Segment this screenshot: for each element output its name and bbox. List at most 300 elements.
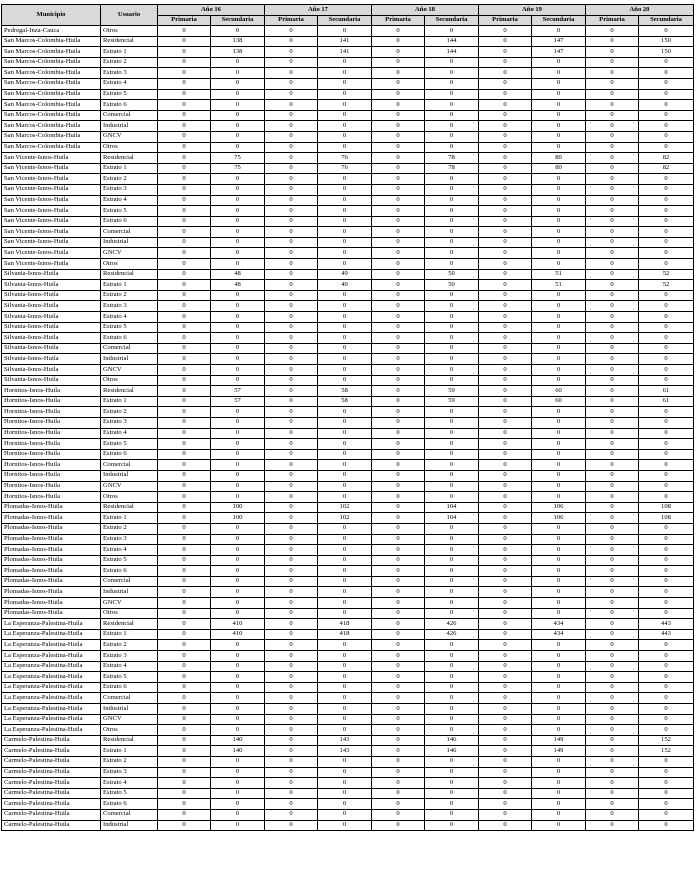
- secundaria-value-cell: 152: [639, 735, 694, 746]
- secundaria-value-cell: 76: [318, 163, 372, 174]
- primaria-value-cell: 0: [586, 439, 639, 450]
- municipio-cell: Carmelo-Palestina-Huila: [2, 746, 101, 757]
- primaria-value-cell: 0: [158, 163, 211, 174]
- primaria-value-cell: 0: [158, 640, 211, 651]
- primaria-value-cell: 0: [158, 78, 211, 89]
- primaria-value-cell: 0: [372, 68, 425, 79]
- table-row: [2, 237, 694, 248]
- secundaria-value-cell: 0: [318, 693, 372, 704]
- secundaria-value-cell: 0: [211, 206, 265, 217]
- municipio-cell: La Esperanza-Palestina-Huila: [2, 672, 101, 683]
- primaria-value-cell: 0: [479, 714, 532, 725]
- secundaria-value-cell: 0: [318, 259, 372, 270]
- secundaria-value-cell: 0: [211, 470, 265, 481]
- secundaria-value-cell: 0: [318, 354, 372, 365]
- table-row: [2, 407, 694, 418]
- primaria-value-cell: 0: [158, 619, 211, 630]
- secundaria-value-cell: 0: [318, 682, 372, 693]
- usuario-cell: Estrato 5: [101, 439, 158, 450]
- secundaria-value-cell: 0: [318, 534, 372, 545]
- primaria-value-cell: 0: [479, 619, 532, 630]
- secundaria-value-cell: 0: [318, 57, 372, 68]
- secundaria-value-cell: 0: [318, 492, 372, 503]
- table-row: [2, 534, 694, 545]
- table-row: [2, 259, 694, 270]
- primaria-value-cell: 0: [372, 566, 425, 577]
- secundaria-value-cell: 100: [211, 502, 265, 513]
- header-year: Año 19: [479, 5, 586, 16]
- secundaria-value-cell: 0: [318, 756, 372, 767]
- table-row: [2, 57, 694, 68]
- secundaria-value-cell: 0: [425, 428, 479, 439]
- municipio-cell: La Esperanza-Palestina-Huila: [2, 693, 101, 704]
- primaria-value-cell: 0: [158, 672, 211, 683]
- municipio-cell: Plomadas-Isnos-Huila: [2, 587, 101, 598]
- secundaria-value-cell: 0: [532, 195, 586, 206]
- usuario-cell: Estrato 1: [101, 396, 158, 407]
- secundaria-value-cell: 0: [211, 195, 265, 206]
- secundaria-value-cell: 0: [211, 704, 265, 715]
- header-primaria: Primaria: [372, 16, 425, 26]
- secundaria-value-cell: 138: [211, 47, 265, 58]
- primaria-value-cell: 0: [479, 661, 532, 672]
- municipio-cell: Silvania-Isnos-Huila: [2, 280, 101, 291]
- usuario-cell: Estrato 5: [101, 788, 158, 799]
- secundaria-value-cell: 0: [639, 481, 694, 492]
- secundaria-value-cell: 0: [211, 555, 265, 566]
- primaria-value-cell: 0: [479, 746, 532, 757]
- primaria-value-cell: 0: [479, 47, 532, 58]
- primaria-value-cell: 0: [586, 417, 639, 428]
- primaria-value-cell: 0: [372, 555, 425, 566]
- primaria-value-cell: 0: [479, 820, 532, 831]
- secundaria-value-cell: 0: [318, 195, 372, 206]
- primaria-value-cell: 0: [265, 259, 318, 270]
- primaria-value-cell: 0: [372, 121, 425, 132]
- primaria-value-cell: 0: [372, 809, 425, 820]
- primaria-value-cell: 0: [265, 206, 318, 217]
- secundaria-value-cell: 0: [211, 449, 265, 460]
- primaria-value-cell: 0: [265, 566, 318, 577]
- table-row: [2, 608, 694, 619]
- municipio-cell: San Marcos-Colombia-Huila: [2, 89, 101, 100]
- secundaria-value-cell: 0: [639, 788, 694, 799]
- data-sheet: [1, 4, 694, 831]
- primaria-value-cell: 0: [586, 47, 639, 58]
- primaria-value-cell: 0: [479, 587, 532, 598]
- municipio-cell: Hornitos-Isnos-Huila: [2, 470, 101, 481]
- usuario-cell: Otros: [101, 492, 158, 503]
- secundaria-value-cell: 434: [532, 629, 586, 640]
- primaria-value-cell: 0: [265, 513, 318, 524]
- secundaria-value-cell: 0: [639, 290, 694, 301]
- secundaria-value-cell: 0: [318, 555, 372, 566]
- primaria-value-cell: 0: [479, 259, 532, 270]
- primaria-value-cell: 0: [158, 248, 211, 259]
- secundaria-value-cell: 0: [532, 651, 586, 662]
- table-row: [2, 417, 694, 428]
- secundaria-value-cell: 0: [318, 343, 372, 354]
- secundaria-value-cell: 0: [318, 184, 372, 195]
- primaria-value-cell: 0: [372, 57, 425, 68]
- secundaria-value-cell: 0: [532, 100, 586, 111]
- primaria-value-cell: 0: [479, 301, 532, 312]
- secundaria-value-cell: 0: [211, 417, 265, 428]
- secundaria-value-cell: 78: [425, 163, 479, 174]
- secundaria-value-cell: 0: [318, 523, 372, 534]
- primaria-value-cell: 0: [586, 89, 639, 100]
- table-row: [2, 735, 694, 746]
- secundaria-value-cell: 0: [425, 545, 479, 556]
- secundaria-value-cell: 0: [425, 248, 479, 259]
- secundaria-value-cell: 0: [639, 237, 694, 248]
- primaria-value-cell: 0: [586, 343, 639, 354]
- usuario-cell: Estrato 5: [101, 555, 158, 566]
- secundaria-value-cell: 0: [425, 290, 479, 301]
- primaria-value-cell: 0: [372, 343, 425, 354]
- secundaria-value-cell: 0: [639, 651, 694, 662]
- secundaria-value-cell: 104: [425, 502, 479, 513]
- secundaria-value-cell: 61: [639, 396, 694, 407]
- primaria-value-cell: 0: [158, 756, 211, 767]
- usuario-cell: Estrato 3: [101, 184, 158, 195]
- secundaria-value-cell: 52: [639, 280, 694, 291]
- primaria-value-cell: 0: [372, 110, 425, 121]
- secundaria-value-cell: 0: [425, 767, 479, 778]
- primaria-value-cell: 0: [479, 333, 532, 344]
- secundaria-value-cell: 0: [425, 640, 479, 651]
- primaria-value-cell: 0: [479, 809, 532, 820]
- primaria-value-cell: 0: [479, 269, 532, 280]
- usuario-cell: GNCV: [101, 131, 158, 142]
- usuario-cell: Estrato 1: [101, 47, 158, 58]
- primaria-value-cell: 0: [158, 682, 211, 693]
- primaria-value-cell: 0: [158, 534, 211, 545]
- table-row: [2, 428, 694, 439]
- primaria-value-cell: 0: [479, 735, 532, 746]
- secundaria-value-cell: 0: [211, 799, 265, 810]
- primaria-value-cell: 0: [372, 47, 425, 58]
- secundaria-value-cell: 52: [639, 269, 694, 280]
- secundaria-value-cell: 144: [425, 47, 479, 58]
- secundaria-value-cell: 0: [211, 259, 265, 270]
- primaria-value-cell: 0: [158, 206, 211, 217]
- secundaria-value-cell: 0: [639, 333, 694, 344]
- secundaria-value-cell: 0: [639, 89, 694, 100]
- primaria-value-cell: 0: [265, 608, 318, 619]
- header-year: Año 16: [158, 5, 265, 16]
- primaria-value-cell: 0: [158, 312, 211, 323]
- primaria-value-cell: 0: [265, 555, 318, 566]
- secundaria-value-cell: 0: [425, 365, 479, 376]
- primaria-value-cell: 0: [372, 78, 425, 89]
- municipio-cell: Plomadas-Isnos-Huila: [2, 513, 101, 524]
- table-row: [2, 619, 694, 630]
- secundaria-value-cell: 0: [425, 470, 479, 481]
- municipio-cell: Silvania-Isnos-Huila: [2, 365, 101, 376]
- primaria-value-cell: 0: [372, 163, 425, 174]
- secundaria-value-cell: 0: [639, 640, 694, 651]
- secundaria-value-cell: 0: [211, 523, 265, 534]
- primaria-value-cell: 0: [586, 661, 639, 672]
- primaria-value-cell: 0: [265, 354, 318, 365]
- primaria-value-cell: 0: [586, 767, 639, 778]
- primaria-value-cell: 0: [372, 523, 425, 534]
- primaria-value-cell: 0: [372, 375, 425, 386]
- primaria-value-cell: 0: [586, 492, 639, 503]
- primaria-value-cell: 0: [479, 640, 532, 651]
- primaria-value-cell: 0: [479, 682, 532, 693]
- primaria-value-cell: 0: [265, 312, 318, 323]
- primaria-value-cell: 0: [265, 375, 318, 386]
- primaria-value-cell: 0: [586, 523, 639, 534]
- primaria-value-cell: 0: [265, 693, 318, 704]
- usuario-cell: GNCV: [101, 481, 158, 492]
- table-row: [2, 481, 694, 492]
- primaria-value-cell: 0: [372, 322, 425, 333]
- table-row: [2, 68, 694, 79]
- primaria-value-cell: 0: [586, 153, 639, 164]
- usuario-cell: Residencial: [101, 386, 158, 397]
- table-row: [2, 280, 694, 291]
- usuario-cell: Industrial: [101, 704, 158, 715]
- primaria-value-cell: 0: [372, 725, 425, 736]
- secundaria-value-cell: 0: [211, 365, 265, 376]
- primaria-value-cell: 0: [158, 184, 211, 195]
- primaria-value-cell: 0: [158, 354, 211, 365]
- municipio-cell: San Vicente-Isnos-Huila: [2, 206, 101, 217]
- table-row: [2, 248, 694, 259]
- primaria-value-cell: 0: [479, 26, 532, 37]
- municipio-cell: Carmelo-Palestina-Huila: [2, 809, 101, 820]
- usuario-cell: Estrato 5: [101, 672, 158, 683]
- secundaria-value-cell: 0: [425, 799, 479, 810]
- secundaria-value-cell: 0: [318, 809, 372, 820]
- primaria-value-cell: 0: [479, 163, 532, 174]
- secundaria-value-cell: 61: [639, 386, 694, 397]
- table-row: [2, 36, 694, 47]
- secundaria-value-cell: 0: [318, 407, 372, 418]
- secundaria-value-cell: 0: [211, 460, 265, 471]
- usuario-cell: Comercial: [101, 110, 158, 121]
- primaria-value-cell: 0: [158, 460, 211, 471]
- secundaria-value-cell: 50: [425, 280, 479, 291]
- secundaria-value-cell: 0: [211, 407, 265, 418]
- primaria-value-cell: 0: [158, 227, 211, 238]
- table-row: [2, 100, 694, 111]
- primaria-value-cell: 0: [265, 36, 318, 47]
- usuario-cell: Estrato 4: [101, 78, 158, 89]
- municipio-cell: Silvania-Isnos-Huila: [2, 322, 101, 333]
- secundaria-value-cell: 0: [425, 89, 479, 100]
- secundaria-value-cell: 0: [318, 778, 372, 789]
- primaria-value-cell: 0: [372, 735, 425, 746]
- secundaria-value-cell: 0: [532, 26, 586, 37]
- primaria-value-cell: 0: [158, 396, 211, 407]
- secundaria-value-cell: 0: [425, 492, 479, 503]
- primaria-value-cell: 0: [265, 153, 318, 164]
- secundaria-value-cell: 0: [532, 704, 586, 715]
- municipio-cell: Pedregal-Inza-Cauca: [2, 26, 101, 37]
- primaria-value-cell: 0: [586, 206, 639, 217]
- secundaria-value-cell: 0: [532, 184, 586, 195]
- secundaria-value-cell: 0: [532, 492, 586, 503]
- primaria-value-cell: 0: [265, 682, 318, 693]
- secundaria-value-cell: 0: [532, 576, 586, 587]
- table-row: [2, 587, 694, 598]
- primaria-value-cell: 0: [586, 100, 639, 111]
- primaria-value-cell: 0: [479, 576, 532, 587]
- secundaria-value-cell: 0: [532, 672, 586, 683]
- primaria-value-cell: 0: [158, 333, 211, 344]
- secundaria-value-cell: 0: [211, 693, 265, 704]
- usuario-cell: Residencial: [101, 153, 158, 164]
- primaria-value-cell: 0: [158, 492, 211, 503]
- primaria-value-cell: 0: [158, 651, 211, 662]
- table-row: [2, 396, 694, 407]
- secundaria-value-cell: 143: [318, 746, 372, 757]
- secundaria-value-cell: 0: [318, 470, 372, 481]
- primaria-value-cell: 0: [158, 417, 211, 428]
- usuario-cell: Estrato 5: [101, 322, 158, 333]
- secundaria-value-cell: 0: [639, 704, 694, 715]
- primaria-value-cell: 0: [265, 470, 318, 481]
- primaria-value-cell: 0: [586, 587, 639, 598]
- secundaria-value-cell: 0: [639, 57, 694, 68]
- secundaria-value-cell: 75: [211, 163, 265, 174]
- primaria-value-cell: 0: [158, 216, 211, 227]
- secundaria-value-cell: 78: [425, 153, 479, 164]
- secundaria-value-cell: 0: [425, 566, 479, 577]
- header-secundaria: Secundaria: [211, 16, 265, 26]
- primaria-value-cell: 0: [265, 746, 318, 757]
- primaria-value-cell: 0: [265, 725, 318, 736]
- primaria-value-cell: 0: [265, 439, 318, 450]
- primaria-value-cell: 0: [586, 195, 639, 206]
- table-body: [2, 26, 694, 831]
- primaria-value-cell: 0: [265, 195, 318, 206]
- primaria-value-cell: 0: [265, 502, 318, 513]
- primaria-value-cell: 0: [372, 651, 425, 662]
- primaria-value-cell: 0: [372, 682, 425, 693]
- primaria-value-cell: 0: [372, 333, 425, 344]
- primaria-value-cell: 0: [586, 778, 639, 789]
- table-row: [2, 523, 694, 534]
- municipio-cell: San Vicente-Isnos-Huila: [2, 163, 101, 174]
- table-row: [2, 576, 694, 587]
- primaria-value-cell: 0: [479, 280, 532, 291]
- usuario-cell: Otros: [101, 725, 158, 736]
- primaria-value-cell: 0: [158, 598, 211, 609]
- primaria-value-cell: 0: [372, 460, 425, 471]
- municipio-cell: San Vicente-Isnos-Huila: [2, 184, 101, 195]
- primaria-value-cell: 0: [479, 460, 532, 471]
- primaria-value-cell: 0: [265, 545, 318, 556]
- primaria-value-cell: 0: [586, 36, 639, 47]
- secundaria-value-cell: 0: [532, 725, 586, 736]
- secundaria-value-cell: 0: [211, 216, 265, 227]
- secundaria-value-cell: 0: [532, 661, 586, 672]
- secundaria-value-cell: 0: [639, 449, 694, 460]
- secundaria-value-cell: 0: [318, 78, 372, 89]
- primaria-value-cell: 0: [586, 312, 639, 323]
- primaria-value-cell: 0: [586, 248, 639, 259]
- secundaria-value-cell: 0: [639, 131, 694, 142]
- secundaria-value-cell: 82: [639, 163, 694, 174]
- secundaria-value-cell: 0: [211, 661, 265, 672]
- table-row: [2, 809, 694, 820]
- secundaria-value-cell: 0: [318, 661, 372, 672]
- primaria-value-cell: 0: [265, 365, 318, 376]
- primaria-value-cell: 0: [372, 640, 425, 651]
- municipio-cell: Silvania-Isnos-Huila: [2, 354, 101, 365]
- secundaria-value-cell: 0: [425, 26, 479, 37]
- primaria-value-cell: 0: [479, 227, 532, 238]
- secundaria-value-cell: 149: [532, 746, 586, 757]
- secundaria-value-cell: 0: [639, 661, 694, 672]
- table-row: [2, 47, 694, 58]
- secundaria-value-cell: 0: [639, 587, 694, 598]
- secundaria-value-cell: 0: [639, 407, 694, 418]
- primaria-value-cell: 0: [586, 26, 639, 37]
- primaria-value-cell: 0: [158, 555, 211, 566]
- secundaria-value-cell: 0: [532, 216, 586, 227]
- municipio-cell: Carmelo-Palestina-Huila: [2, 767, 101, 778]
- secundaria-value-cell: 0: [425, 57, 479, 68]
- primaria-value-cell: 0: [479, 386, 532, 397]
- primaria-value-cell: 0: [158, 470, 211, 481]
- secundaria-value-cell: 0: [532, 407, 586, 418]
- secundaria-value-cell: 0: [211, 248, 265, 259]
- primaria-value-cell: 0: [158, 290, 211, 301]
- primaria-value-cell: 0: [158, 68, 211, 79]
- secundaria-value-cell: 0: [639, 301, 694, 312]
- primaria-value-cell: 0: [265, 269, 318, 280]
- secundaria-value-cell: 0: [425, 820, 479, 831]
- table-row: [2, 714, 694, 725]
- usuario-cell: Otros: [101, 26, 158, 37]
- secundaria-value-cell: 0: [425, 131, 479, 142]
- secundaria-value-cell: 0: [318, 481, 372, 492]
- table-row: [2, 566, 694, 577]
- secundaria-value-cell: 0: [425, 206, 479, 217]
- primaria-value-cell: 0: [479, 608, 532, 619]
- usuario-cell: Estrato 3: [101, 534, 158, 545]
- primaria-value-cell: 0: [479, 365, 532, 376]
- primaria-value-cell: 0: [586, 704, 639, 715]
- municipio-cell: Silvania-Isnos-Huila: [2, 375, 101, 386]
- usuario-cell: Estrato 6: [101, 100, 158, 111]
- secundaria-value-cell: 0: [532, 131, 586, 142]
- secundaria-value-cell: 0: [639, 78, 694, 89]
- secundaria-value-cell: 0: [639, 322, 694, 333]
- primaria-value-cell: 0: [586, 121, 639, 132]
- primaria-value-cell: 0: [265, 767, 318, 778]
- secundaria-value-cell: 0: [425, 407, 479, 418]
- secundaria-value-cell: 0: [211, 672, 265, 683]
- primaria-value-cell: 0: [372, 36, 425, 47]
- secundaria-value-cell: 0: [318, 26, 372, 37]
- primaria-value-cell: 0: [479, 629, 532, 640]
- primaria-value-cell: 0: [372, 386, 425, 397]
- primaria-value-cell: 0: [158, 100, 211, 111]
- table-row: [2, 216, 694, 227]
- table-row: [2, 682, 694, 693]
- secundaria-value-cell: 150: [639, 36, 694, 47]
- secundaria-value-cell: 0: [211, 68, 265, 79]
- secundaria-value-cell: 0: [211, 312, 265, 323]
- table-row: [2, 746, 694, 757]
